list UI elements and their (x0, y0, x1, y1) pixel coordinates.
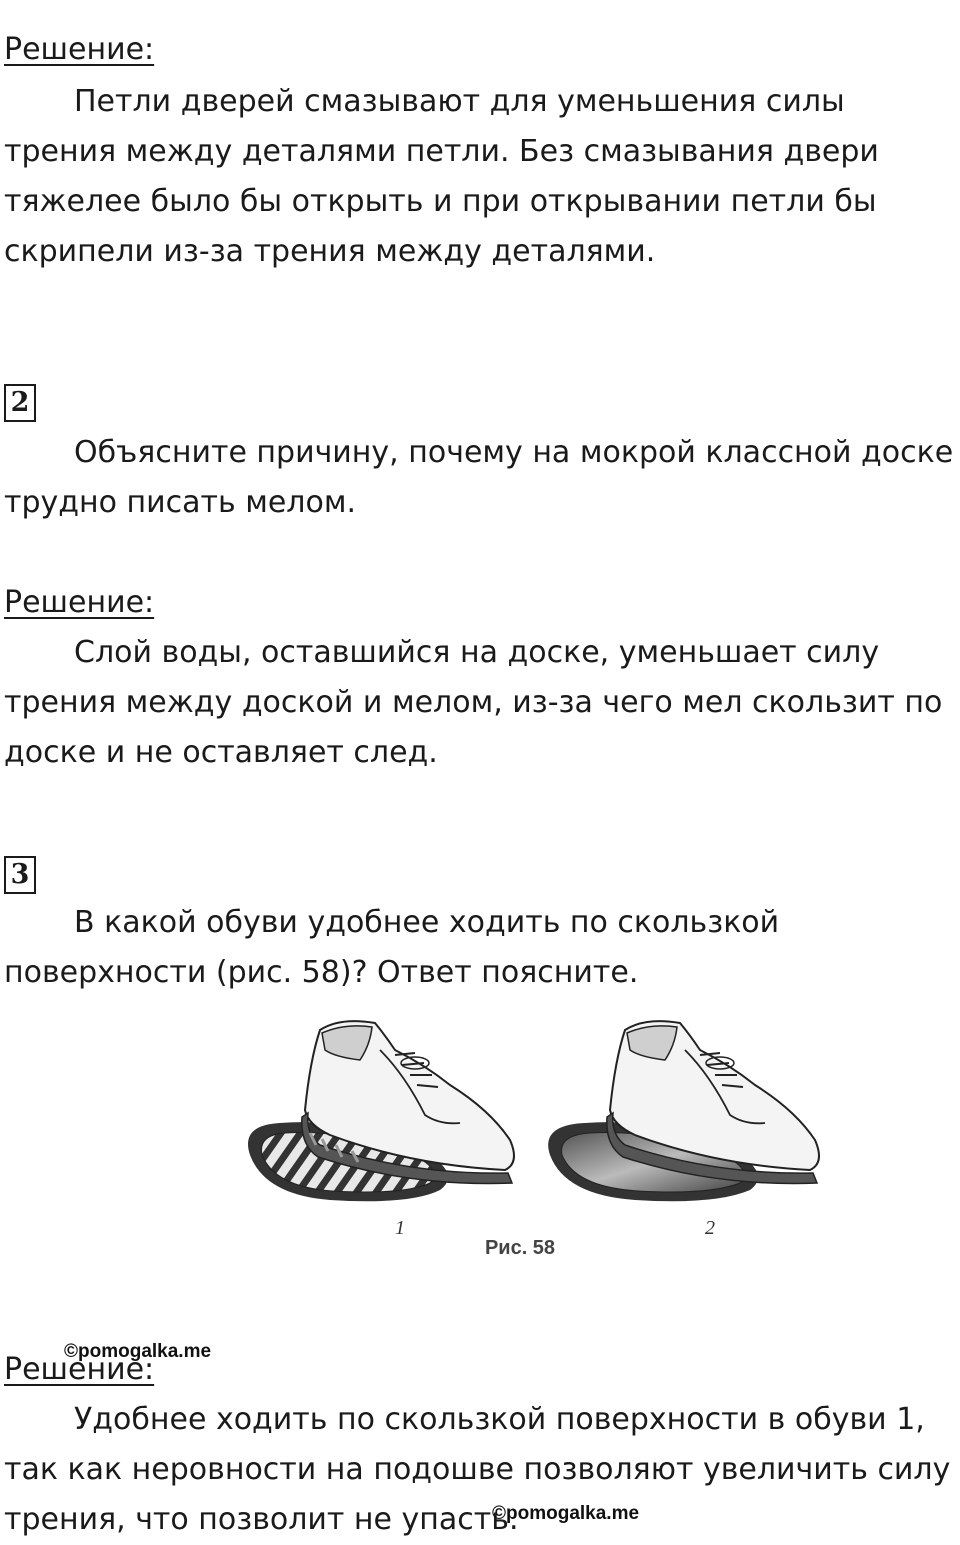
shoe-1-treaded (248, 1021, 514, 1201)
task-number-2: 2 (4, 384, 36, 422)
figure-shoes (210, 1005, 830, 1295)
figure-caption: Рис. 58 (484, 1237, 556, 1259)
task-number-3: 3 (4, 856, 36, 894)
task-question-3: В какой обуви удобнее ходить по скользкой поверхности (рис. 58)? Ответ поясните. (4, 905, 780, 990)
solution-label-1: Решение: (4, 32, 155, 67)
task-question-2: Объясните причину, почему на мокрой классной доске трудно писать мелом. (4, 435, 954, 520)
solution-text-1: Петли дверей смазывают для уменьшения силы трения между деталями петли. Без смазывания двери тяжелее было бы открыть и при открывании петли бы скрипели из-за трения между деталями. (4, 84, 879, 269)
solution-text-2: Слой воды, оставшийся на доске, уменьшает силу трения между доской и мелом, из-за чего мел скользит по доске и не оставляет след. (4, 635, 943, 770)
shoe-2-smooth (548, 1021, 819, 1201)
watermark-lower: ©pomogalka.me (492, 1503, 640, 1524)
solution-label-2: Решение: (4, 585, 155, 620)
shoes-illustration (210, 1005, 830, 1235)
solution-label-3: Решение: (4, 1352, 155, 1387)
watermark-upper: ©pomogalka.me (64, 1341, 212, 1362)
solution-text-3: Удобнее ходить по скользкой поверхности в обуви 1, так как неровности на подошве позволяют увеличить силу трения, что позволит не упасть. (4, 1402, 951, 1537)
figure-label-2: 2 (705, 1217, 715, 1239)
figure-label-1: 1 (395, 1217, 405, 1239)
